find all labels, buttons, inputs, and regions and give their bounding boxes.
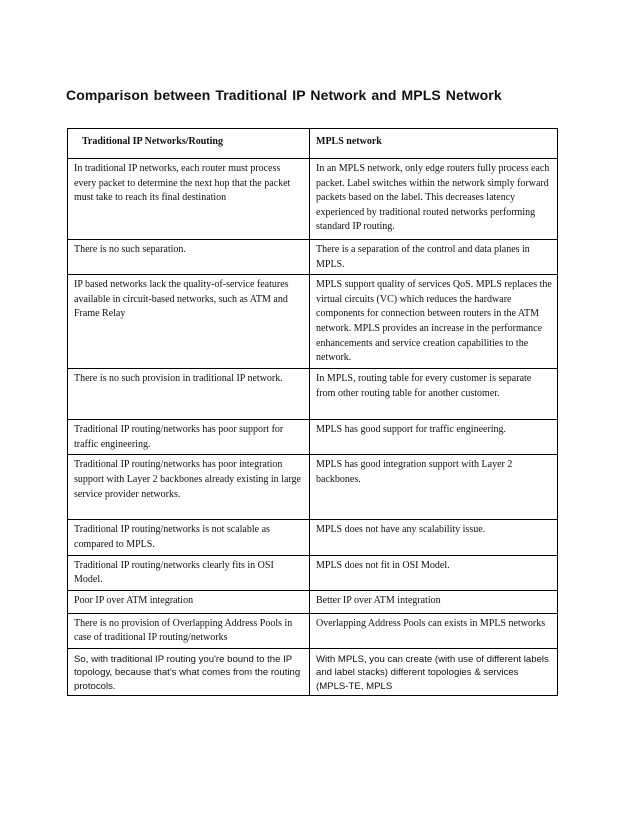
table-row xyxy=(68,455,558,520)
mpls-cell: In MPLS, routing table for every customer is separate from other routing table for another customer. xyxy=(310,369,558,420)
table-row xyxy=(68,613,558,648)
comparison-table xyxy=(67,128,558,696)
table-row xyxy=(68,240,558,275)
traditional-cell: Traditional IP routing/networks has poor integration support with Layer 2 backbones already existing in large service provider networks. xyxy=(68,455,310,520)
header-mpls: MPLS network xyxy=(310,129,558,159)
page-title: Comparison between Traditional IP Network and MPLS Network xyxy=(66,87,502,103)
traditional-cell: IP based networks lack the quality-of-service features available in circuit-based networks, such as ATM and Frame Relay xyxy=(68,275,310,369)
table-row xyxy=(68,369,558,420)
table-row xyxy=(68,520,558,555)
mpls-cell: MPLS support quality of services QoS. MPLS replaces the virtual circuits (VC) which reduces the hardware components for connection between routers in the ATM network. MPLS provides an increase in the performance enhancements and service creation capabilities to the network. xyxy=(310,275,558,369)
table-row xyxy=(68,275,558,369)
traditional-cell: There is no such provision in traditional IP network. xyxy=(68,369,310,420)
table-row xyxy=(68,420,558,455)
table-row xyxy=(68,648,558,695)
table-row xyxy=(68,159,558,240)
traditional-cell: Traditional IP routing/networks has poor support for traffic engineering. xyxy=(68,420,310,455)
mpls-cell: Overlapping Address Pools can exists in MPLS networks xyxy=(310,613,558,648)
mpls-cell: In an MPLS network, only edge routers fully process each packet. Label switches within the network simply forward packets based on the label. This decreases latency experienced by traditional routed networks performing standard IP routing. xyxy=(310,159,558,240)
traditional-cell: Poor IP over ATM integration xyxy=(68,590,310,613)
mpls-cell: There is a separation of the control and data planes in MPLS. xyxy=(310,240,558,275)
mpls-cell: With MPLS, you can create (with use of different labels and label stacks) different topologies & services (MPLS-TE, MPLS xyxy=(310,648,558,695)
traditional-cell: Traditional IP routing/networks is not scalable as compared to MPLS. xyxy=(68,520,310,555)
header-traditional: Traditional IP Networks/Routing xyxy=(68,129,310,159)
traditional-cell: So, with traditional IP routing you're bound to the IP topology, because that's what comes from the routing protocols. xyxy=(68,648,310,695)
mpls-cell: MPLS does not have any scalability issue. xyxy=(310,520,558,555)
table-row xyxy=(68,555,558,590)
traditional-cell: There is no such separation. xyxy=(68,240,310,275)
traditional-cell: Traditional IP routing/networks clearly fits in OSI Model. xyxy=(68,555,310,590)
mpls-cell: MPLS has good integration support with Layer 2 backbones. xyxy=(310,455,558,520)
mpls-cell: Better IP over ATM integration xyxy=(310,590,558,613)
mpls-cell: MPLS has good support for traffic engineering. xyxy=(310,420,558,455)
table-row xyxy=(68,590,558,613)
mpls-cell: MPLS does not fit in OSI Model. xyxy=(310,555,558,590)
traditional-cell: There is no provision of Overlapping Address Pools in case of traditional IP routing/networks xyxy=(68,613,310,648)
traditional-cell: In traditional IP networks, each router must process every packet to determine the next hop that the packet must take to reach its final destination xyxy=(68,159,310,240)
table-header-row xyxy=(68,129,558,159)
